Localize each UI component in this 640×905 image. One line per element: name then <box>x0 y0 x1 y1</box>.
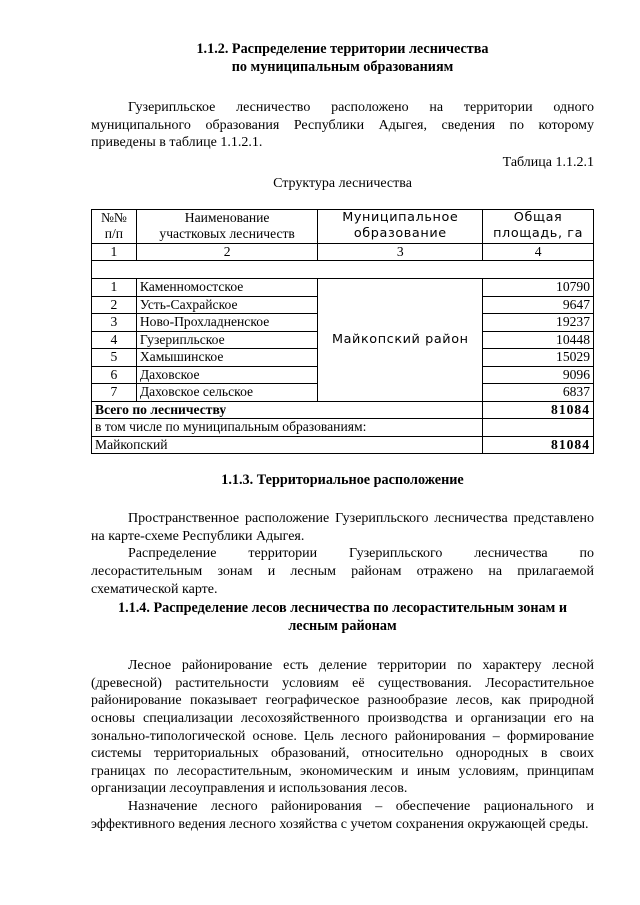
intro-paragraph: Гузерипльское лесничество расположено на территории одного муниципального образования Республики Адыгея, сведения по которому приведены в таблице 1.1.2.1. <box>91 100 594 151</box>
row-name: Хамышинское <box>136 349 318 367</box>
header-area-line2: площадь, га <box>493 226 584 242</box>
section-title-line2: лесным районам <box>288 618 397 635</box>
row-area: 9647 <box>483 296 594 314</box>
row-num: 1 <box>92 279 137 297</box>
row-num: 7 <box>92 384 137 402</box>
header-name-line2: участковых лесничеств <box>159 226 295 242</box>
section-1-1-2 <box>91 40 594 192</box>
row-name: Даховское <box>136 366 318 384</box>
row-name: Ново-Прохладненское <box>136 314 318 332</box>
total-label: Всего по лесничеству <box>92 401 483 419</box>
row-name: Гузерипльское <box>136 331 318 349</box>
total-row <box>92 401 594 419</box>
total-value: 81084 <box>483 401 594 419</box>
paragraph: Лесное районирование есть деление территории по характеру лесной (древесной) растительности условиям её существования. Лесорастительное районирование показывает географическое разнообразие лесов, как природной основы специализации лесохозяйственного производства и организации его на зонально-типологической основе. Цель лесного районирования – формирование системы территориальных образований, относительно однородных в своих границах по лесорастительным, экономическим и иным условиям, принципам организации лесоуправления и использования лесов. <box>91 658 594 797</box>
row-num: 5 <box>92 349 137 367</box>
header-area-line1: Общая <box>513 209 563 225</box>
row-num: 2 <box>92 296 137 314</box>
index-cell: 1 <box>92 243 137 261</box>
row-area: 6837 <box>483 384 594 402</box>
including-row <box>92 419 594 437</box>
header-muni-line2: образование <box>353 226 447 242</box>
paragraph: Назначение лесного районирования – обеспечение рационального и эффективного ведения лесного хозяйства с учетом сохранения окружающей среды. <box>91 799 594 832</box>
row-num: 4 <box>92 331 137 349</box>
header-muni <box>318 209 483 243</box>
row-area: 9096 <box>483 366 594 384</box>
table-index-row <box>92 243 594 261</box>
section-title-line2: по муниципальным образованиям <box>231 59 454 75</box>
header-num <box>92 209 137 243</box>
table-number: Таблица 1.1.2.1 <box>502 154 594 170</box>
row-name: Каменномостское <box>136 279 318 297</box>
row-name: Усть-Сахрайское <box>136 296 318 314</box>
table-caption: Структура лесничества <box>273 175 412 191</box>
municipality-cell: Майкопский район <box>318 279 483 402</box>
row-area: 19237 <box>483 314 594 332</box>
forestry-structure-table <box>91 209 594 455</box>
row-num: 6 <box>92 366 137 384</box>
section-1-1-4 <box>91 599 594 833</box>
paragraph: Пространственное расположение Гузерипльского лесничества представлено на карте-схеме Республики Адыгея. <box>91 511 594 544</box>
header-num-line1: №№ <box>100 209 127 225</box>
including-empty <box>483 419 594 437</box>
row-name: Даховское сельское <box>136 384 318 402</box>
municipality-value: 81084 <box>483 436 594 454</box>
index-cell: 4 <box>483 243 594 261</box>
section-title-line1: 1.1.4. Распределение лесов лесничества по лесорастительным зонам и <box>117 600 568 617</box>
row-num: 3 <box>92 314 137 332</box>
header-name <box>136 209 318 243</box>
table-gap <box>92 261 594 279</box>
index-cell: 2 <box>136 243 318 261</box>
table-header-row <box>92 209 594 243</box>
header-area <box>483 209 594 243</box>
including-label: в том числе по муниципальным образованиям: <box>92 419 483 437</box>
municipality-total-row <box>92 436 594 454</box>
row-area: 10448 <box>483 331 594 349</box>
section-title-line1: 1.1.2. Распределение территории лесничества <box>196 41 489 57</box>
municipality-label: Майкопский <box>92 436 483 454</box>
section-1-1-3 <box>91 471 594 598</box>
header-num-line2: п/п <box>104 226 124 242</box>
paragraph: Распределение территории Гузерипльского лесничества по лесорастительным зонам и лесным районам отражено на прилагаемой схематической карте. <box>91 546 594 597</box>
header-name-line1: Наименование <box>184 209 270 225</box>
table-row <box>92 279 594 297</box>
document-page <box>91 40 594 833</box>
section-title: 1.1.3. Территориальное расположение <box>221 472 464 489</box>
row-area: 15029 <box>483 349 594 367</box>
index-cell: 3 <box>318 243 483 261</box>
header-muni-line1: Муниципальное <box>342 209 459 225</box>
row-area: 10790 <box>483 279 594 297</box>
